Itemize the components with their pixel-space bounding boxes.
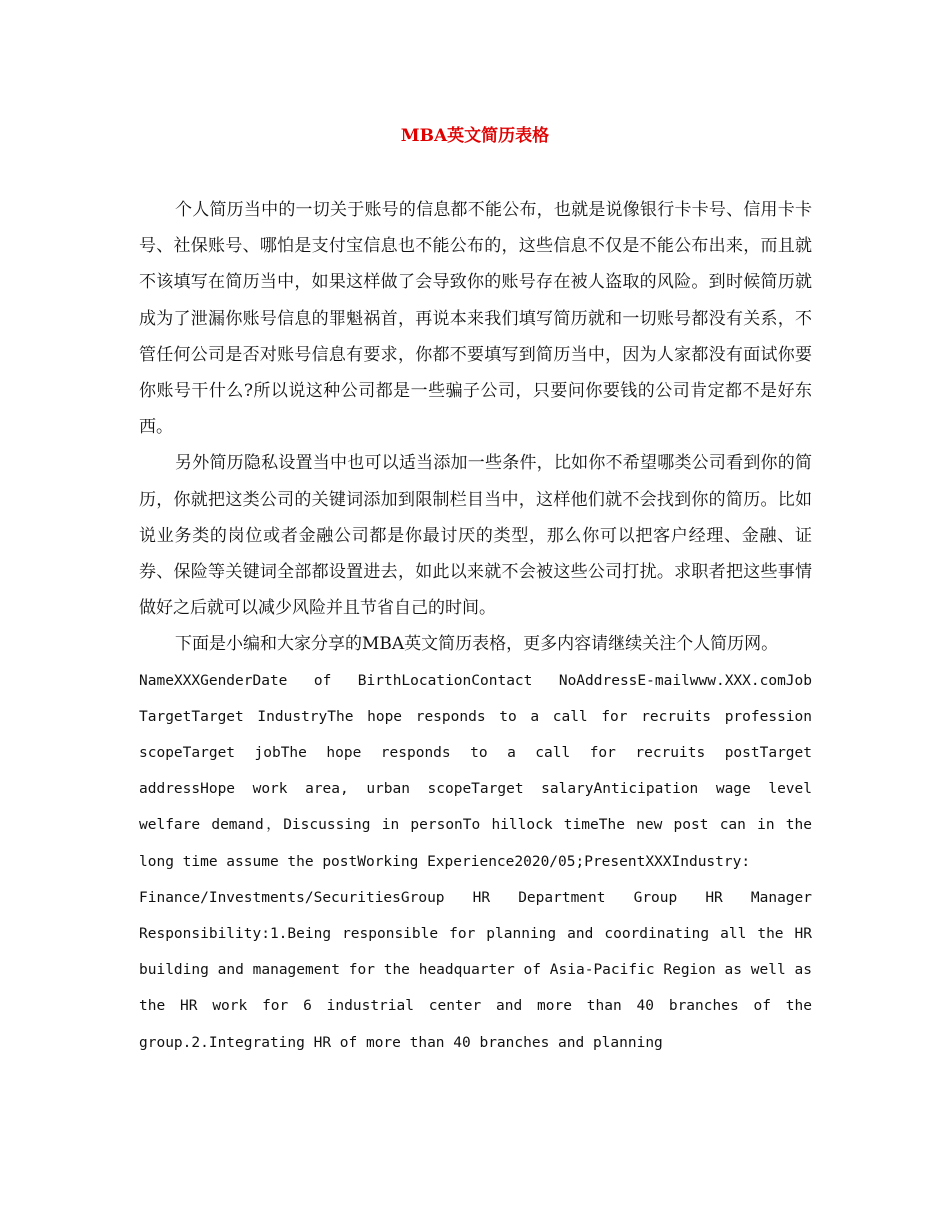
paragraph-intro: 下面是小编和大家分享的MBA英文简历表格，更多内容请继续关注个人简历网。 [175, 634, 779, 655]
document-title: MBA英文简历表格 [400, 126, 550, 146]
resume-text-block-1: NameXXXGenderDate of BirthLocationContact NoAddressE-mailwww.XXX.comJob TargetTarget IndustryThe hope responds to a call for recruits profession scopeTarget jobThe hope responds to a call for recruits postTarget addressHope work area, urban scopeTarget salaryAnticipation wage level welfare demand，Discussing in personTo hillock timeThe new post can in the long time assume the postWorking Experience2020/05;PresentXXXIndustry: [139, 672, 812, 870]
paragraph-account-privacy: 个人简历当中的一切关于账号的信息都不能公布，也就是说像银行卡卡号、信用卡卡号、社保账号、哪怕是支付宝信息也不能公布的，这些信息不仅是不能公布出来，而且就不该填写在简历当中，如果这样做了会导致你的账号存在被人盗取的风险。到时候简历就成为了泄漏你账号信息的罪魁祸首，再说本来我们填写简历就和一切账号都没有关系，不管任何公司是否对账号信息有要求，你都不要填写到简历当中，因为人家都没有面试你要你账号干什么?所以说这种公司都是一些骗子公司，只要问你要钱的公司肯定都不是好东西。 [139, 200, 812, 438]
paragraph-privacy-settings: 另外简历隐私设置当中也可以适当添加一些条件，比如你不希望哪类公司看到你的简历，你就把这类公司的关键词添加到限制栏目当中，这样他们就不会找到你的简历。比如说业务类的岗位或者金融公司都是你最讨厌的类型，那么你可以把客户经理、金融、证券、保险等关键词全部都设置进去，如此以来就不会被这些公司打扰。求职者把这些事情做好之后就可以减少风险并且节省自己的时间。 [139, 453, 812, 619]
document-body [139, 192, 812, 1061]
resume-text-block-2: Finance/Investments/SecuritiesGroup HR Department Group HR Manager Responsibility:1.Being responsible for planning and coordinating all the HR building and management for the headquarter of Asia-Pacific Region as well as the HR work for 6 industrial center and more than 40 branches of the group.2.Integrating HR of more than 40 branches and planning [139, 889, 812, 1051]
